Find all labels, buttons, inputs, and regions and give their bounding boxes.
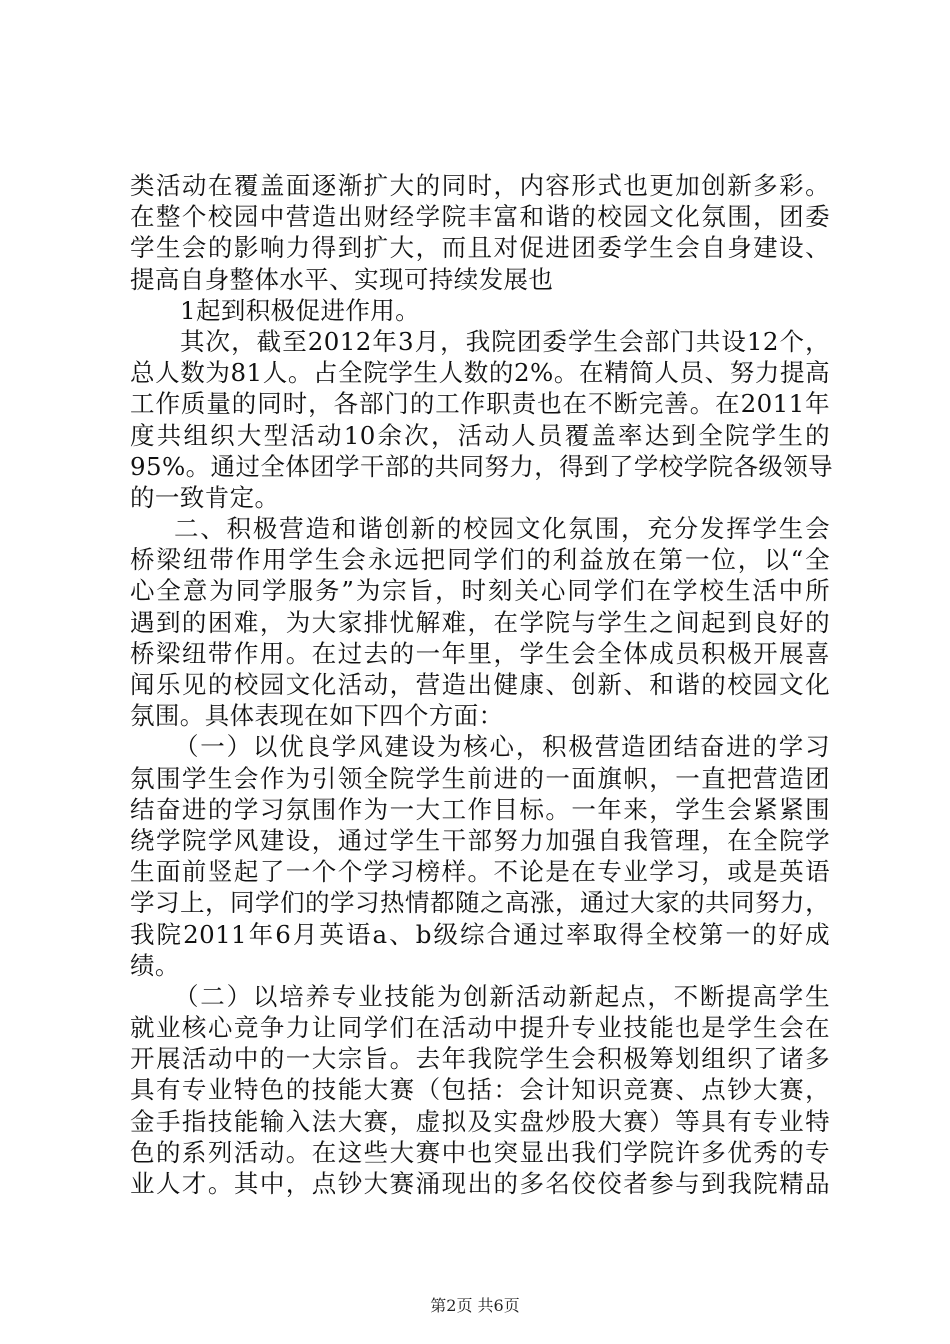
text-line: 1起到积极促进作用。 bbox=[180, 295, 421, 325]
text-line: 学习上，同学们的学习热情都随之高涨，通过大家的共同努力， bbox=[130, 888, 830, 918]
text-line: 我院2011年6月英语a、b级综合通过率取得全校第一的好成 bbox=[130, 919, 830, 949]
text-line: 在整个校园中营造出财经学院丰富和谐的校园文化氛围，团委 bbox=[130, 202, 830, 232]
text-line: 就业核心竞争力让同学们在活动中提升专业技能也是学生会在 bbox=[130, 1013, 830, 1043]
text-line: 色的系列活动。在这些大赛中也突显出我们学院许多优秀的专 bbox=[130, 1137, 830, 1167]
document-body bbox=[130, 170, 834, 1199]
text-line: 氛围。具体表现在如下四个方面： bbox=[130, 701, 504, 731]
paragraph-first-line: 其次，截至2012年3月，我院团委学生会部门共设12个， bbox=[180, 326, 830, 356]
text-line: 结奋进的学习氛围作为一大工作目标。一年来，学生会紧紧围 bbox=[130, 794, 830, 824]
text-line: 桥梁纽带作用。在过去的一年里，学生会全体成员积极开展喜 bbox=[130, 638, 830, 668]
text-line: 的一致肯定。 bbox=[130, 482, 280, 512]
text-line: 氛围学生会作为引领全院学生前进的一面旗帜，一直把营造团 bbox=[130, 763, 830, 793]
paragraph-first-line: （一）以优良学风建设为核心，积极营造团结奋进的学习 bbox=[174, 732, 830, 762]
text-line: 开展活动中的一大宗旨。去年我院学生会积极筹划组织了诸多 bbox=[130, 1044, 830, 1074]
text-line: 类活动在覆盖面逐渐扩大的同时，内容形式也更加创新多彩。 bbox=[130, 171, 830, 200]
text-line: 95%。通过全体团学干部的共同努力，得到了学校学院各级领导 bbox=[130, 451, 834, 481]
text-line: 绕学院学风建设，通过学生干部努力加强自我管理，在全院学 bbox=[130, 825, 830, 855]
text-line: 具有专业特色的技能大赛（包括：会计知识竞赛、点钞大赛， bbox=[130, 1075, 830, 1105]
text-line: 绩。 bbox=[130, 950, 180, 980]
text-line: 桥梁纽带作用学生会永远把同学们的利益放在第一位，以“全 bbox=[130, 545, 830, 575]
text-line: 心全意为同学服务”为宗旨，时刻关心同学们在学校生活中所 bbox=[130, 576, 830, 606]
text-line: 工作质量的同时，各部门的工作职责也在不断完善。在2011年 bbox=[130, 389, 830, 419]
paragraph-first-line: 二、积极营造和谐创新的校园文化氛围，充分发挥学生会 bbox=[174, 514, 830, 544]
text-line: 闻乐见的校园文化活动，营造出健康、创新、和谐的校园文化 bbox=[130, 670, 830, 699]
text-line: 生面前竖起了一个个学习榜样。不论是在专业学习，或是英语 bbox=[130, 857, 830, 887]
paragraph-first-line: （二）以培养专业技能为创新活动新起点，不断提高学生 bbox=[174, 981, 830, 1011]
text-line: 总人数为81人。占全院学生人数的2%。在精简人员、努力提高 bbox=[130, 358, 830, 388]
text-line: 提高自身整体水平、实现可持续发展也 bbox=[130, 264, 554, 294]
text-line: 度共组织大型活动10余次，活动人员覆盖率达到全院学生的 bbox=[130, 420, 830, 450]
text-line: 业人才。其中，点钞大赛涌现出的多名佼佼者参与到我院精品 bbox=[130, 1169, 830, 1198]
page-number-footer: 第2页 共6页 bbox=[430, 1296, 520, 1315]
text-line: 金手指技能输入法大赛，虚拟及实盘炒股大赛）等具有专业特 bbox=[130, 1106, 830, 1136]
text-line: 学生会的影响力得到扩大，而且对促进团委学生会自身建设、 bbox=[130, 233, 830, 263]
text-line: 遇到的困难，为大家排忧解难，在学院与学生之间起到良好的 bbox=[130, 607, 830, 637]
